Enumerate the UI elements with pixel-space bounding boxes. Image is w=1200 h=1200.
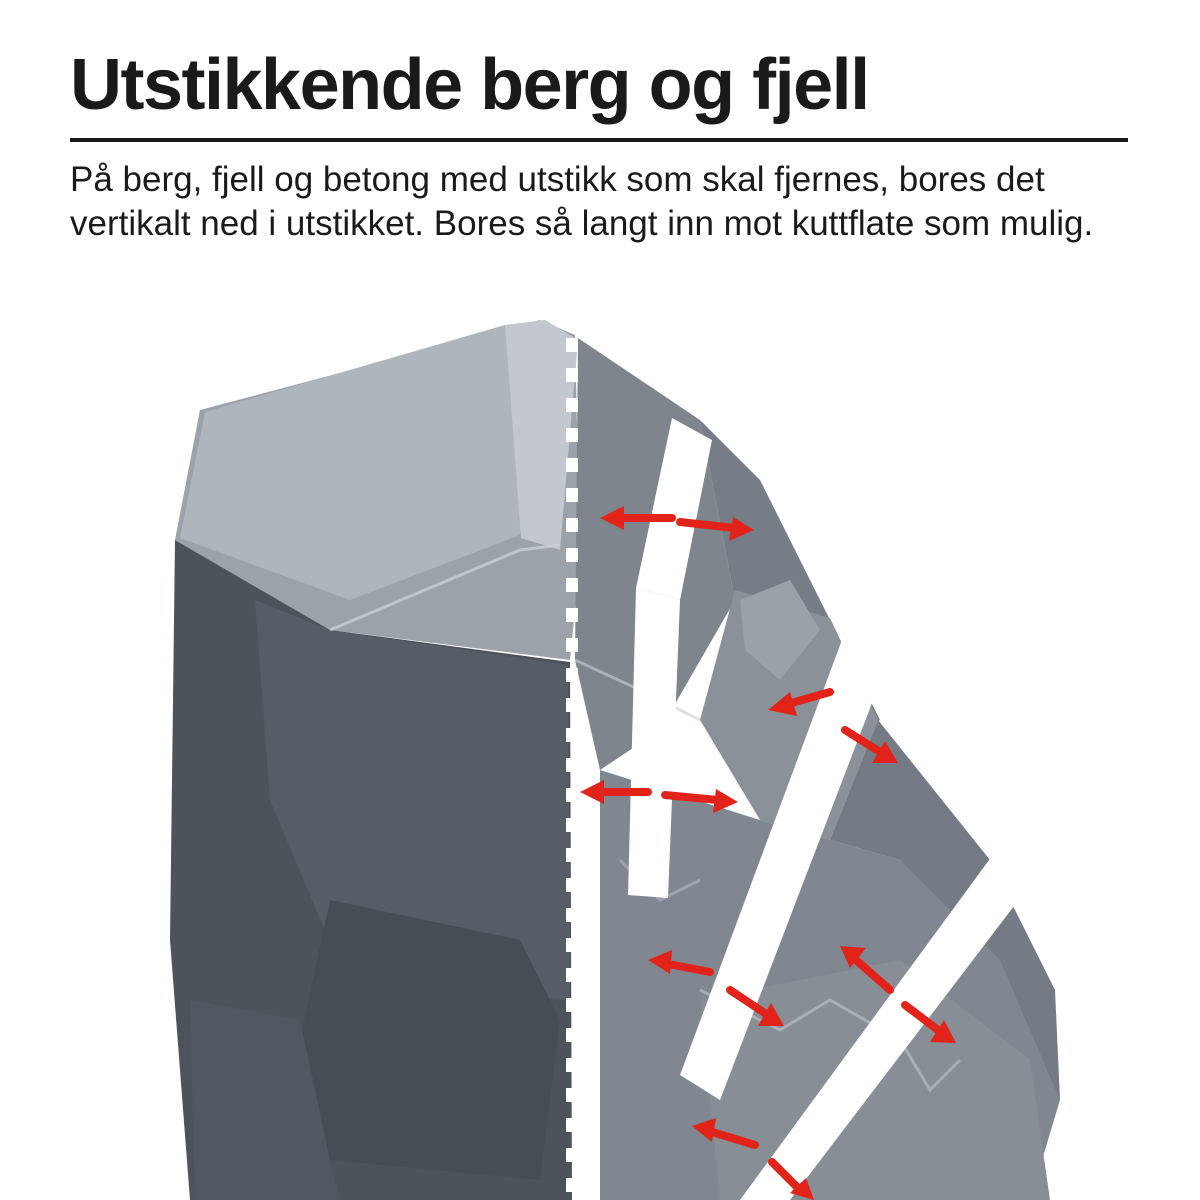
title-divider (70, 138, 1128, 142)
rock-overhang-drilling-diagram (0, 300, 1200, 1200)
page-title: Utstikkende berg og fjell (70, 45, 869, 125)
rock-mass (170, 320, 1060, 1200)
intro-paragraph: På berg, fjell og betong med utstikk som skal fjernes, bores det vertikalt ned i utstikket. Bores så langt inn mot kuttflate som mulig. (70, 159, 1094, 243)
rock-face-left-accent (300, 900, 560, 1180)
header (70, 45, 1130, 281)
